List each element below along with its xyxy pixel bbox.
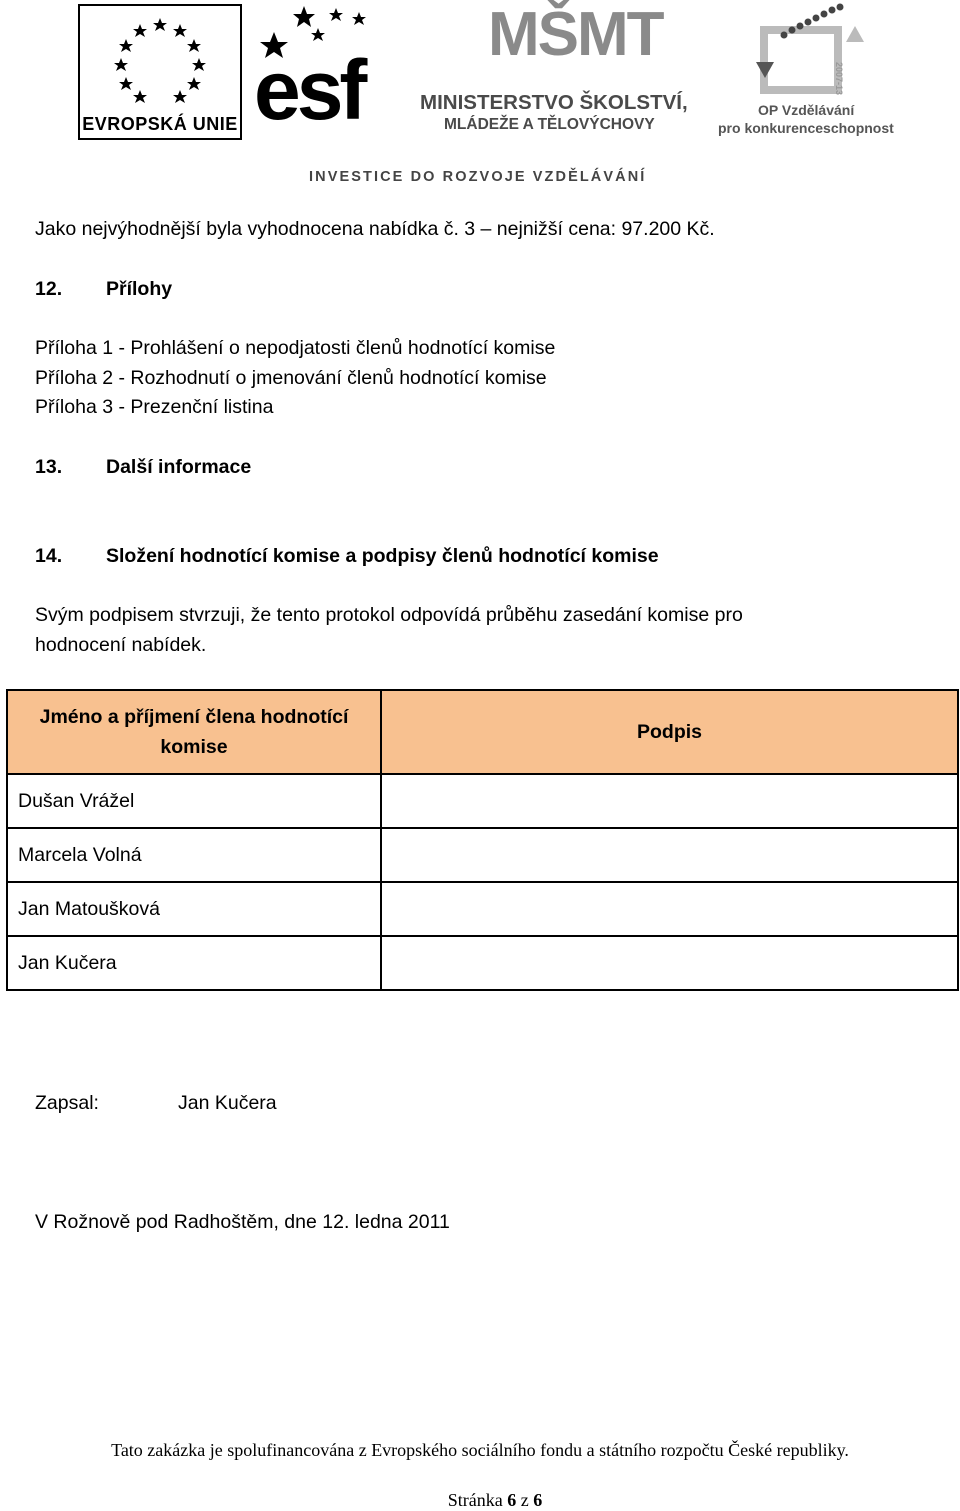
eu-stars-icon [80, 6, 240, 106]
committee-table [6, 689, 959, 991]
table-header-row [7, 690, 958, 774]
msmt-monogram: MŠMT [488, 0, 663, 69]
page-total: 6 [533, 1490, 543, 1510]
table-row [7, 936, 958, 990]
signature-cell [381, 774, 958, 828]
page-of: z [520, 1490, 529, 1510]
msmt-logo [416, 2, 716, 142]
place-date: V Rožnově pod Radhoštěm, dne 12. ledna 2011 [35, 1211, 450, 1233]
attachment-3: Příloha 3 - Prezenční listina [35, 396, 274, 418]
eu-logo-label: EVROPSKÁ UNIE [82, 114, 238, 134]
section-13-title: Další informace [106, 456, 252, 478]
esf-logo-label: esf [254, 43, 364, 137]
attachment-2: Příloha 2 - Rozhodnutí o jmenování členů hodnotící komise [35, 367, 547, 389]
op-years: 2007-13 [834, 62, 844, 96]
msmt-line2: MLÁDEŽE A TĚLOVÝCHOVY [444, 116, 655, 133]
page-word: Stránka [447, 1490, 503, 1510]
signature-cell [381, 936, 958, 990]
member-name: Jan Kučera [7, 936, 381, 990]
section-12-number: 12. [35, 278, 63, 300]
page-current: 6 [507, 1490, 517, 1510]
section-12-title: Přílohy [106, 278, 173, 300]
section-14-title: Složení hodnotící komise a podpisy členů hodnotící komise [106, 545, 659, 567]
tagline: INVESTICE DO ROZVOJE VZDĚLÁVÁNÍ [309, 169, 647, 185]
op-line1: OP Vzdělávání [758, 102, 855, 118]
table-row [7, 882, 958, 936]
footer-note: Tato zakázka je spolufinancována z Evropského sociálního fondu a státního rozpočtu České republiky. [111, 1440, 849, 1460]
op-arrows-icon [756, 2, 866, 98]
section-14-number: 14. [35, 545, 63, 567]
table-row [7, 828, 958, 882]
op-line2: pro konkurenceschopnost [718, 120, 894, 136]
statement-line-2: hodnocení nabídek. [35, 634, 207, 656]
table-row [7, 774, 958, 828]
esf-logo [254, 4, 404, 137]
msmt-line1: MINISTERSTVO ŠKOLSTVÍ, [420, 91, 688, 114]
header-signature: Podpis [381, 690, 958, 774]
intro-text: Jako nejvýhodnější byla vyhodnocena nabídka č. 3 – nejnižší cena: 97.200 Kč. [35, 218, 715, 240]
recorded-by-label: Zapsal: [35, 1092, 99, 1114]
member-name: Marcela Volná [7, 828, 381, 882]
member-name: Dušan Vrážel [7, 774, 381, 828]
signature-cell [381, 828, 958, 882]
member-name: Jan Matoušková [7, 882, 381, 936]
section-13-number: 13. [35, 456, 63, 478]
op-logo [718, 2, 898, 142]
eu-logo [78, 4, 242, 140]
recorded-by-name: Jan Kučera [178, 1092, 277, 1114]
header-name: Jméno a příjmení člena hodnotící komise [7, 690, 381, 774]
attachment-1: Příloha 1 - Prohlášení o nepodjatosti členů hodnotící komise [35, 337, 556, 359]
signature-cell [381, 882, 958, 936]
statement-line-1: Svým podpisem stvrzuji, že tento protokol odpovídá průběhu zasedání komise pro [35, 604, 743, 626]
page-number [0, 1490, 960, 1511]
